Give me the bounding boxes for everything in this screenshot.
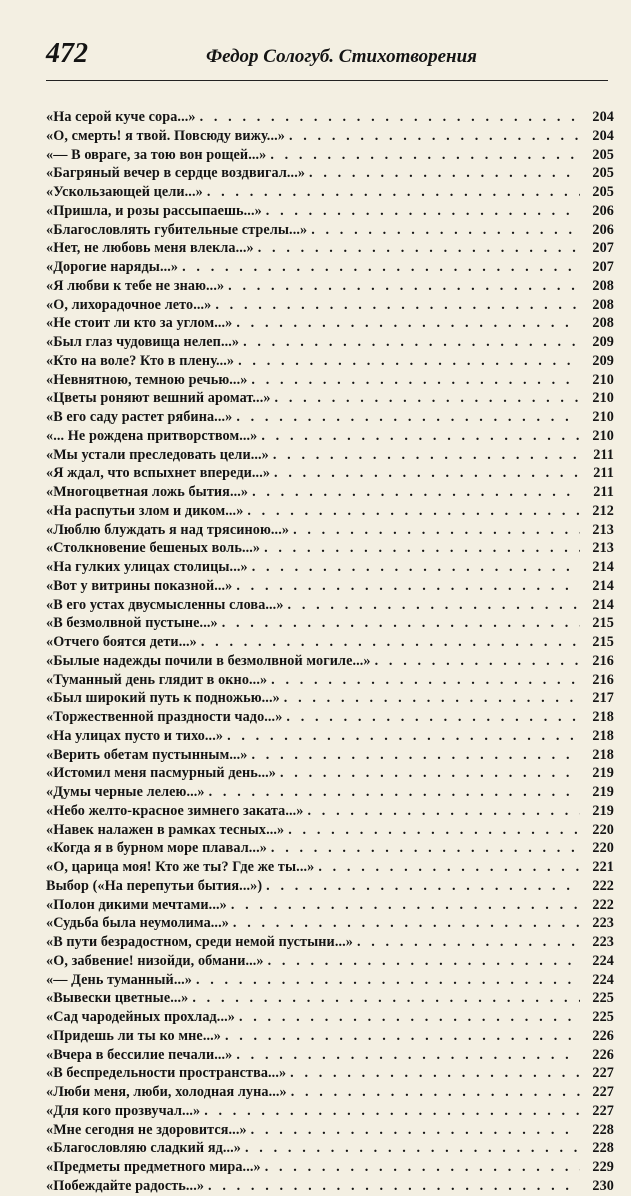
toc-entry-title: «Столкновение бешеных воль...» [46,540,261,557]
dot-leader [227,727,580,746]
dot-leader [258,239,580,258]
toc-entry-page: 215 [592,615,614,632]
toc-entry-page: 225 [592,1009,614,1025]
toc-entry-title: «О, царица моя! Кто же ты? Где же ты...» [46,859,315,875]
toc-entry-title: «В безмолвной пустыне...» [46,615,218,632]
toc-entry [46,802,614,821]
toc-entry-title: «Вот у витрины показной...» [46,577,233,594]
toc-entry [46,202,614,221]
dot-leader [252,483,580,502]
toc-entry [46,896,614,915]
toc-entry-title: «Мне сегодня не здоровится...» [46,1121,247,1138]
dot-leader [251,1121,580,1140]
toc-entry-title: «Пришла, и розы рассыпаешь...» [46,202,262,219]
toc-entry-page: 205 [592,146,614,163]
toc-entry [46,577,614,596]
toc-entry-page: 222 [592,877,614,894]
dot-leader [225,1027,580,1046]
toc-entry [46,108,614,127]
dot-leader [318,858,580,877]
toc-entry [46,746,614,765]
toc-entry-page: 208 [592,315,614,332]
toc-entry-page: 228 [592,1121,614,1138]
toc-entry [46,596,614,615]
toc-entry-page: 211 [593,465,614,482]
dot-leader [228,277,580,296]
toc-entry-page: 211 [593,446,614,463]
toc-entry-title: «Сад чародейных прохлад...» [46,1009,235,1025]
toc-entry-title: «Дорогие наряды...» [46,259,179,275]
dot-leader [209,783,580,802]
dot-leader [266,877,580,896]
dot-leader [208,1177,580,1196]
toc-entry [46,971,614,990]
toc-entry-page: 215 [592,634,614,650]
running-title: Федор Сологуб. Стихотворения [206,46,477,67]
toc-entry-page: 207 [592,240,614,257]
toc-entry [46,1008,614,1027]
toc-entry [46,183,614,202]
dot-leader [270,146,580,165]
toc-entry-page: 206 [592,202,614,219]
toc-entry-page: 223 [592,934,614,950]
toc-entry-title: «Мы устали преследовать цели...» [46,446,269,463]
toc-entry [46,877,614,896]
dot-leader [261,427,580,446]
toc-entry-title: «Торжественной праздности чадо...» [46,709,283,725]
toc-entry [46,614,614,633]
dot-leader [182,258,580,277]
toc-entry-page: 218 [592,746,614,763]
toc-entry [46,689,614,708]
toc-entry [46,1064,614,1083]
toc-entry-page: 226 [592,1046,614,1063]
toc-entry-page: 213 [592,521,614,538]
toc-entry-title: «В пути безрадостном, среди немой пустыни...» [46,934,353,950]
toc-entry-title: «Придешь ли ты ко мне...» [46,1027,221,1044]
toc-entry-page: 223 [592,915,614,932]
toc-entry [46,239,614,258]
toc-entry [46,1139,614,1158]
toc-entry [46,933,614,952]
dot-leader [222,614,580,633]
toc-entry [46,521,614,540]
toc-entry-title: «Люби меня, люби, холодная луна...» [46,1084,287,1100]
toc-entry-page: 229 [592,1159,614,1175]
toc-entry-page: 219 [592,802,614,819]
toc-entry-title: «На улицах пусто и тихо...» [46,727,224,744]
dot-leader [309,164,580,183]
toc-entry [46,502,614,521]
toc-entry-page: 213 [592,540,614,557]
toc-entry-title: «Для кого прозвучал...» [46,1102,201,1119]
toc-entry-page: 224 [592,971,614,988]
toc-entry-page: 204 [592,109,614,125]
toc-entry-title: «... Не рождена притворством...» [46,427,258,444]
toc-entry-title: «Думы черные лелею...» [46,784,205,800]
toc-entry-page: 207 [592,259,614,275]
toc-entry-title: «Полон дикими мечтами...» [46,896,227,913]
toc-entry-page: 224 [592,952,614,969]
toc-entry [46,427,614,446]
toc-entry-page: 210 [592,371,614,388]
toc-entry-page: 208 [592,277,614,294]
toc-entry-title: «Был широкий путь к подножью...» [46,690,280,707]
toc-entry-page: 209 [592,352,614,369]
dot-leader [245,1139,580,1158]
toc-entry-title: «На распутьи злом и диком...» [46,502,244,519]
dot-leader [251,746,580,765]
dot-leader [264,539,580,558]
toc-entry-title: «Кто на воле? Кто в плену...» [46,352,235,369]
dot-leader [275,389,580,408]
toc-entry-title: «В беспредельности пространства...» [46,1065,287,1082]
dot-leader [273,446,580,465]
dot-leader [268,952,580,971]
toc-entry-page: 219 [592,784,614,800]
dot-leader [233,914,580,933]
dot-leader [200,108,580,127]
toc-entry-page: 218 [592,727,614,744]
toc-entry-title: «Навек налажен в рамках тесных...» [46,821,285,838]
toc-entry-page: 216 [592,671,614,688]
toc-entry-title: «О, лихорадочное лето...» [46,296,212,313]
dot-leader [293,521,580,540]
toc-entry-title: «Судьба была неумолима...» [46,915,229,932]
dot-leader [236,577,580,596]
toc-entry-page: 212 [592,502,614,519]
toc-entry-page: 205 [592,165,614,182]
toc-entry-page: 210 [592,427,614,444]
toc-entry-title: «Верить обетам пустынным...» [46,746,248,763]
header-rule [46,80,608,81]
dot-leader [231,896,580,915]
toc-entry [46,764,614,783]
toc-entry-title: «— В овраге, за тою вон рощей...» [46,146,267,163]
dot-leader [290,1064,580,1083]
dot-leader [243,333,580,352]
toc-entry-title: «Предметы предметного мира...» [46,1159,261,1175]
dot-leader [311,221,580,240]
toc-entry-title: «О, забвение! низойди, обмани...» [46,952,264,969]
toc-entry [46,127,614,146]
toc-entry [46,539,614,558]
dot-leader [196,971,580,990]
toc-entry [46,652,614,671]
toc-entry-page: 228 [592,1140,614,1157]
toc-entry [46,671,614,690]
dot-leader [271,671,580,690]
dot-leader [215,296,580,315]
toc-entry-page: 208 [592,296,614,313]
toc-entry-page: 219 [592,765,614,782]
toc-entry [46,408,614,427]
toc-entry [46,783,614,802]
toc-entry-title: «Когда я в бурном море плавал...» [46,840,267,857]
toc-entry-title: «В его саду растет рябина...» [46,409,233,425]
dot-leader [357,933,580,952]
dot-leader [251,371,580,390]
toc-entry [46,914,614,933]
toc-entry-page: 218 [592,709,614,725]
toc-entry-page: 221 [592,859,614,875]
toc-entry [46,164,614,183]
dot-leader [280,764,580,783]
toc-entry-title: «Небо желто-красное зимнего заката...» [46,802,304,819]
toc-entry [46,952,614,971]
toc-entry-title: «Вывески цветные...» [46,990,189,1007]
toc-entry-title: «Благословляю сладкий яд...» [46,1140,242,1157]
toc-entry [46,221,614,240]
dot-leader [271,839,580,858]
toc-entry-title: «Невнятною, темною речью...» [46,371,248,388]
dot-leader [286,708,580,727]
toc-entry-title: «Я ждал, что вспыхнет впереди...» [46,465,271,482]
toc-entry [46,989,614,1008]
toc-entry-page: 210 [592,390,614,407]
toc-entry [46,446,614,465]
toc-entry-page: 214 [592,559,614,575]
toc-entry-page: 227 [592,1065,614,1082]
toc-entry [46,389,614,408]
toc-entry-title: «Благословлять губительные стрелы...» [46,221,308,238]
toc-entry-title: «Нет, не любовь меня влекла...» [46,240,254,257]
toc-entry [46,1027,614,1046]
dot-leader [238,352,580,371]
dot-leader [236,408,580,427]
toc-entry-page: 222 [592,896,614,913]
toc-entry [46,1046,614,1065]
toc-entry-page: 216 [592,652,614,669]
toc-entry [46,858,614,877]
dot-leader [207,183,580,202]
dot-leader [236,1046,580,1065]
toc-entry-title: «Вчера в бессилие печали...» [46,1046,233,1063]
dot-leader [265,1158,580,1177]
toc-entry-title: «Я любви к тебе не знаю...» [46,277,225,294]
toc-entry-page: 206 [592,221,614,238]
toc-entry [46,558,614,577]
toc-entry-title: «Отчего боятся дети...» [46,634,197,650]
toc-entry-title: «Туманный день глядит в окно...» [46,671,268,688]
toc-entry-title: «Люблю блуждать я над трясиною...» [46,521,290,538]
dot-leader [266,202,580,221]
dot-leader [236,314,580,333]
toc-entry-page: 217 [592,690,614,707]
toc-entry [46,727,614,746]
toc-entry-page: 226 [592,1027,614,1044]
toc-entry-title: «О, смерть! я твой. Повсюду вижу...» [46,127,285,144]
toc-entry-title: «Был глаз чудовища нелеп...» [46,334,240,350]
toc-entry [46,314,614,333]
toc-entry-page: 204 [592,127,614,144]
toc-entry-page: 209 [592,334,614,350]
toc-entry [46,483,614,502]
toc-entry-page: 227 [592,1084,614,1100]
toc-entry-page: 205 [592,184,614,200]
toc-entry [46,708,614,727]
toc-entry-page: 220 [592,840,614,857]
toc-entry [46,333,614,352]
page-header [46,36,606,80]
toc-entry [46,821,614,840]
toc-entry [46,464,614,483]
toc-entry-title: «— День туманный...» [46,971,192,988]
toc-entry [46,146,614,165]
toc-entry [46,277,614,296]
toc-entry [46,352,614,371]
dot-leader [288,821,580,840]
toc-entry-title: «Цветы роняют вешний аромат...» [46,390,271,407]
toc-entry-title: «В его устах двусмысленны слова...» [46,596,284,613]
toc-entry [46,1121,614,1140]
toc-entry-title: «На серой куче сора...» [46,109,196,125]
dot-leader [247,502,580,521]
toc-entry-title: «Многоцветная ложь бытия...» [46,484,249,500]
dot-leader [274,464,580,483]
toc-entry [46,839,614,858]
toc-entry [46,1177,614,1196]
toc-entry-page: 225 [592,990,614,1007]
dot-leader [192,989,580,1008]
dot-leader [252,558,580,577]
dot-leader [288,596,580,615]
toc-entry-page: 214 [592,596,614,613]
toc-entry-page: 214 [592,577,614,594]
dot-leader [375,652,580,671]
table-of-contents [46,108,614,1196]
toc-entry-title: «Не стоит ли кто за углом...» [46,315,233,332]
toc-entry [46,633,614,652]
toc-entry-title: «Багряный вечер в сердце воздвигал...» [46,165,306,182]
toc-entry-page: 220 [592,821,614,838]
toc-entry-title: «Ускользающей цели...» [46,184,203,200]
toc-entry-title: «Побеждайте радость...» [46,1177,205,1194]
toc-entry-page: 230 [592,1177,614,1194]
toc-entry-page: 211 [593,484,614,500]
toc-entry-title: «На гулких улицах столицы...» [46,559,248,575]
toc-entry-title: Выбор («На перепутьи бытия...») [46,877,263,894]
dot-leader [284,689,580,708]
dot-leader [289,127,580,146]
toc-entry-page: 227 [592,1102,614,1119]
toc-entry [46,1158,614,1177]
dot-leader [201,633,580,652]
toc-entry [46,1102,614,1121]
dot-leader [308,802,581,821]
dot-leader [204,1102,580,1121]
page-number: 472 [46,38,88,69]
toc-entry-title: «Истомил меня пасмурный день...» [46,765,277,782]
toc-entry-page: 210 [592,409,614,425]
toc-entry [46,296,614,315]
toc-entry [46,371,614,390]
toc-entry [46,258,614,277]
dot-leader [239,1008,580,1027]
toc-entry-title: «Былые надежды почили в безмолвной могиле...» [46,652,371,669]
